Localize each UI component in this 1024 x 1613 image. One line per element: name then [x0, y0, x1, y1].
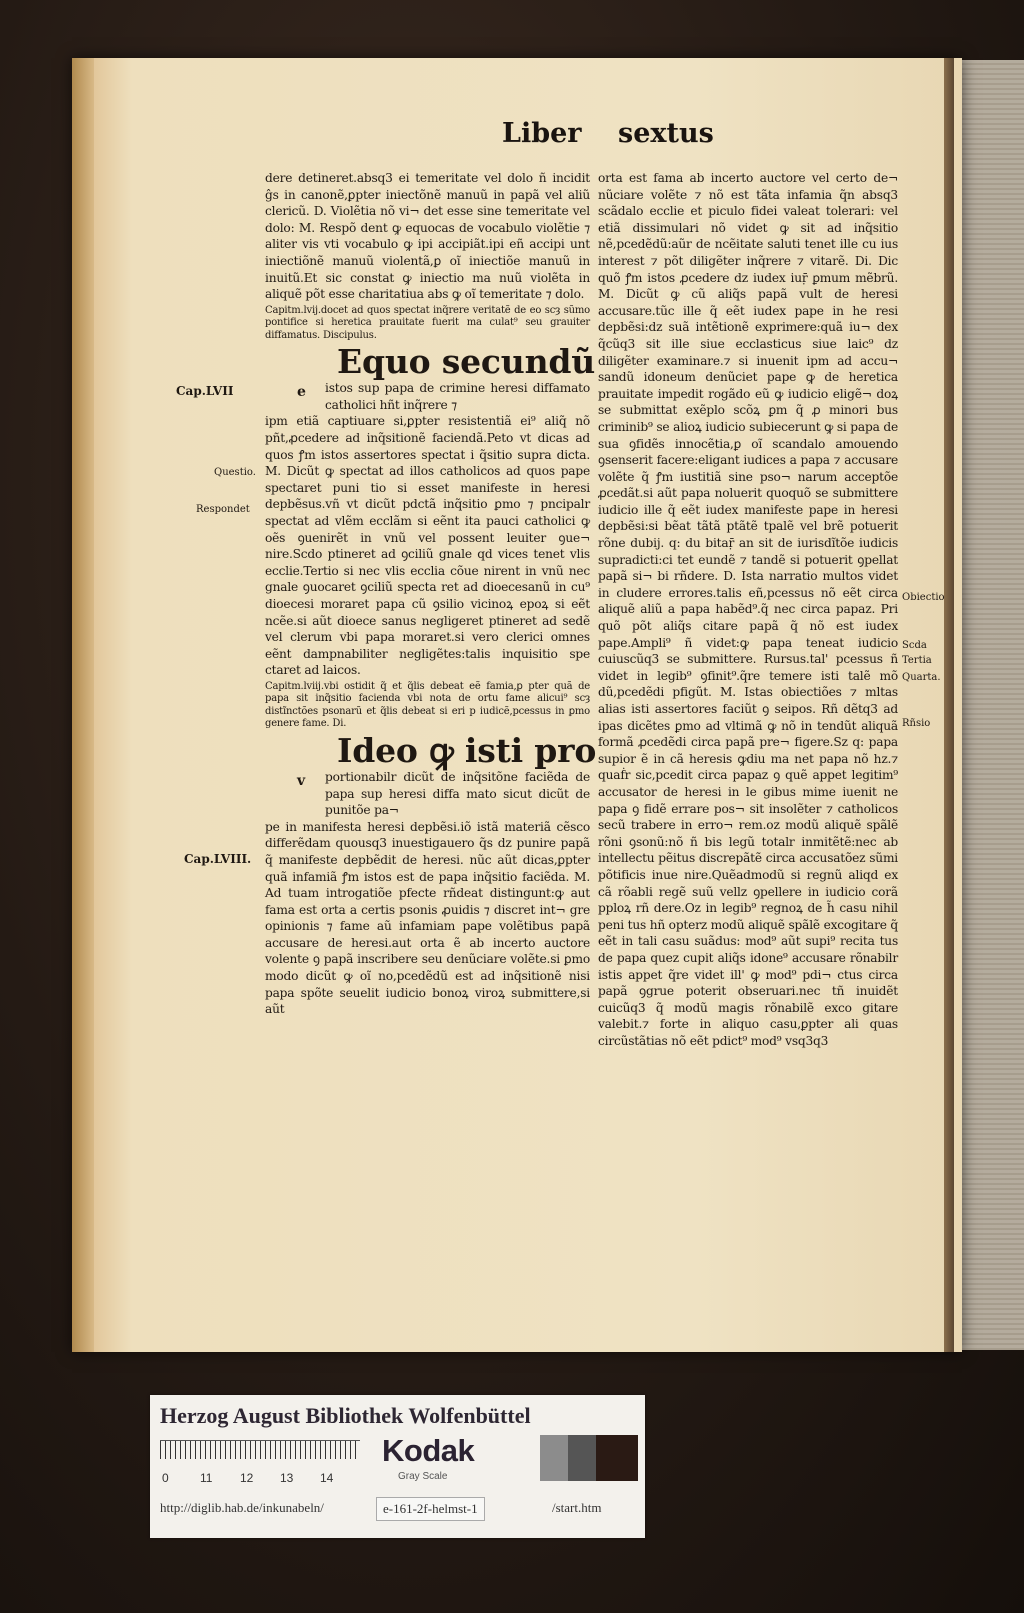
gray-scale-label: Gray Scale: [398, 1471, 448, 1482]
paragraph: pe in manifesta heresi depbẽsi.iõ istã materiã cẽsco differẽdam quousq3 inuestigauero q̃s dz punire papã q̃ manifeste depbẽdit de heresi. nũc aũt dicas,ꝑpter quã infamiã ꝭm istos est de papa inq̃sitio faciẽda. M. Ad tuam introgatiõe pfecte rñdeat distingunt:ꝙ aut fama est orta a certis psonis ꝓuidis ⁊ discret int¬ gre opinionis ⁊ fame aũ infamiam pape volẽtibus papã accusare de heresi.aut orta ẽ ab incerto auctore volente ꝯ papã inscribere seu denũciare volẽte.si ꝑmo modo dicũt ꝙ oĩ no,pcedẽdũ est ad inq̃sitionẽ nisi papa spõte seuelit iudicio bonoꝝ viroꝝ submittere,si aũt: [265, 819, 590, 1017]
url-part: e-161-2f-helmst-1: [376, 1497, 485, 1521]
left-text-column: [265, 170, 597, 1018]
ruler-number: 13: [280, 1471, 294, 1485]
url-part: http://diglib.hab.de/inkunabeln/: [160, 1500, 324, 1515]
initial-letter: e: [297, 384, 306, 401]
margin-note-quarta: Quarta.: [902, 672, 941, 683]
margin-note-chapter: Cap.LVIII.: [184, 852, 252, 866]
page-fore-edge: [72, 58, 94, 1352]
kodak-logo: Kodak: [382, 1433, 475, 1468]
library-name: Herzog August Bibliothek Wolfenbüttel: [160, 1403, 531, 1428]
right-text-column: [598, 170, 898, 1049]
ruler-number: 11: [200, 1471, 213, 1485]
margin-note-chapter: Cap.LVII: [176, 384, 234, 398]
initial-letter: v: [297, 772, 305, 789]
book-gutter: [944, 58, 954, 1352]
margin-note-rnsio: Rñsio: [902, 718, 931, 729]
library-label-card: [150, 1395, 645, 1538]
running-head-left: Liber: [502, 118, 582, 149]
paragraph: dere detineret.absq3 ei temeritate vel dolo ñ incidit ĝs in canonẽ,ꝑpter iniectõnẽ manuũ in papã vel aliũ clericũ. D. Violẽtia nõ vi¬ det esse sine temeritate vel dolo: M. Respõ dent ꝙ equocas de vocabulo violẽtie ⁊ aliter vis vti vocabulo ꝙ ipi accipiãt.ipi eñ accipi unt iniectiõnẽ manuũ violentã,ꝑ oĩ iniectiõe manuũ in inuitũ.Et sic constat ꝙ iniectio ma nuũ violẽta in aliquẽ põt esse charitatiua abs ꝙ oĩ temeritate ⁊ dolo.: [265, 171, 590, 302]
paragraph: portionabilr dicũt de inq̃sitõne faciẽda de papa sup heresi diffa mato sicut dicũt de punitõe pa¬: [325, 769, 590, 818]
paragraph: orta est fama ab incerto auctore vel certo de¬ nũciare volẽte ⁊ nõ est tãta infamia q̃n absq3 scãdalo ecclie et piculo fidei valeat tolerari: vel etiã dissimulari nõ videt ꝙ sit ad inq̃sitio nẽ,pcedẽdũ:aũr de ncẽitate saluti tenet ille cu ius interest ⁊ põt diligẽter inq̃rere ⁊ vitarẽ. Di. Dic quõ ꝭm istos ꝓcedere dz iudex iuṝ ꝑmum mẽbrũ. M. Dicũt ꝙ cũ aliq̃s papã vult de heresi accusare.tũc ille q̃ eẽt iudex pape in he resi depbẽsi:dz suã intẽtionẽ exprimere:quã iu¬ dex q̃cũq3 sit ille siue ecclasticus siue laic⁹ dz diligẽter examinare.⁊ si inuenit ipm ad accu¬ sandũ idoneum denũciet pape ꝙ de heretica prauitate impedit rogãdo eũ ꝙ iudicio eligẽ¬ doꝝ se submittat exẽplo scõꝝ ꝑm q̃ ꝓ minori bus criminib⁹ se alioꝝ iudicio subiecerunt ꝙ si papa de sua ꝯfidẽs innocẽtia,ꝑ oĩ scandalo amouendo ꝯsenserit facere:eligant iudices a papa ⁊ accusare volẽte q̃ ꝭm iustitiã sine pso¬ narum acceptõe ꝓcedãt.si aũt papa noluerit quoquõ se submittere iudicio ille q̃ eẽt iudex manifeste pape in heresi depbẽsi:si bẽat tãtã ptãtẽ tpalẽ vel brẽ potuerit rõne dubij. q: du bitaṝ an sit de iurisdĩtõe iudicis supradicti:ci tet eundẽ ⁊ tandẽ si potuerit ꝯpellat papã si¬ bi rñdere. D. Ista narratio multos videt in cludere errores.talis eñ,pcessus nõ eẽt circa aliquẽ aliũ a papa habẽd⁹.q̃ nec circa papaz. Pri quõ põt aliq̃s citare papã q̃ nõ est iudex pape.Ampli⁹ ñ videt:ꝙ papa teneat iudicio cuiuscũq3 se submittere. Rursus.tal' pcessus ñ videt in legib⁹ ꝯfinit⁹.q̃re temere isti talẽ mõ dũ,pcedẽdi pfigũt. M. Istas obiectiões ⁊ mltas alias isti assertores faciũt ꝯ seipos. Rñ dẽtq3 ad ipas dicẽtes ꝑmo ad vltimã ꝙ nõ in tendũt aliquã formã ꝓcedẽdi circa papã pre¬ figere.Sz q: papa supior ẽ in cã heresis ꝙdiu ma net papa nõ hz.⁊ quaḟr sic,pcedit circa papaz ꝯ quẽ appet legitim⁹ accusator de heresi in le gibus mime iuenit ne papa ꝯ fidẽ errare pos¬ sit insolẽter ⁊ catholicos secũ trabere in erro¬ rem.oz modũ aliquẽ spãlẽ rõni ꝯsonũ:nõ ñ bis legũ totalr inmitẽtẽ:nec ab intellectu pẽitus discrepãtẽ circa accusatõez sũmi põtificis inue nire.Quẽadmodũ si regnũ aliqd ex cã rõabli regẽ suũ vellz ꝯpellere in iudicio corã pploꝝ rñ dere.Oz in legib⁹ regnoꝝ de h̃ casu nihil peni tus hñ opterz modũ aliquẽ spãlẽ excogitare q̃ eẽt in tali casu suãdus: mod⁹ aũt supi⁹ recita tus de papa quez cupit aliq̃s idone⁹ accusare rõnabilr istis appet q̃re videt ill' ꝙ mod⁹ pdi¬ ctus circa papã ꝯgrue poterit obseruari.nec tñ inuidẽt cuicũq3 q̃ modũ magis rõnabilẽ exco gitare valebit.⁊ forte in aliquo casu,ꝑpter ali quas circũstãtias nõ eẽt pdict⁹ mod⁹ vsq3q3: [598, 171, 899, 1048]
margin-note-scda: Scda: [902, 640, 927, 651]
running-head-right: sextus: [618, 118, 714, 149]
ruler-number: 12: [240, 1471, 254, 1485]
paragraph: ipm etiã captiuare si,ꝑpter resistentiã ei⁹ aliq̃ nõ pñt,ꝓcedere ad inq̃sitionẽ faciendã.Peto vt dicas ad quos ꝭm istos assertores spectat i q̃sitio supra dicta. M. Dicũt ꝙ spectat ad illos catholicos ad quos pape spectaret puni tio si esset manifeste in heresi depbẽsus.vñ vt dicũt pdctã inq̃sitio ꝑmo ⁊ pncipalr spectat ad vlẽm ecclãm si eẽnt ita pauci catholici ꝙ oẽs ꝯuenirẽt in vnũ vel possent leuiter ꝯue¬ nire.Scdo ptineret ad ꝯciliũ gnale qd vices tenet vlis ecclie.Tertio si nec vlis ecclia cõue nirent in vnũ nec gnale ꝯuocaret ꝯciliũ specta ret ad dioecesanũ in cu⁹ dioecesi moraret papa cũ ꝯsilio vicinoꝝ epoꝝ si eẽt ncẽe.si aũt dioece sanus negligeret ptineret ad sedẽ vel clerum vbi papa moraret.si vero clerici omnes eẽnt dampnabiliter negligẽtes:talis inquisitio spe ctaret ad laicos.: [265, 414, 590, 678]
margin-note-obiectio: Obiectio: [902, 592, 945, 603]
margin-note-tertia: Tertia: [902, 655, 932, 666]
chapter-heading: Ideo ꝙ isti pro: [337, 730, 597, 770]
running-head: [300, 118, 720, 158]
chapter-rubric: Capitm.lvij.docet ad quos spectat inq̃rere veritatẽ de eo scȝ sũmo pontifice si heretica prauitate fuerit ma culat⁹ seu grauiter diffamatus. Discipulus.: [265, 304, 590, 341]
measurement-ruler: [160, 1440, 360, 1471]
chapter-rubric: Capitm.lviij.vbi ostidit q̃ et q̃lis debeat eẽ famia,ꝑ pter quã de papa sit inq̃sitio facienda vbi nota de ortu fame alicui⁹ scȝ distĩnctões psonarũ et q̃lis debeat si eri p iudicẽ,pcessus in ꝑmo genere fame. Di.: [265, 680, 590, 730]
margin-note-questio: Questio.: [214, 467, 256, 478]
url-part: /start.htm: [552, 1500, 602, 1515]
ruler-number: 14: [320, 1471, 334, 1485]
margin-note-respondet: Respondet: [196, 504, 250, 515]
chapter-heading: Equo secundũ: [337, 342, 596, 382]
paragraph: istos sup papa de crimine heresi diffamato catholici hñt inq̃rere ⁊: [325, 381, 590, 412]
gray-patch: [596, 1435, 638, 1481]
ruler-number: 0: [162, 1471, 169, 1485]
